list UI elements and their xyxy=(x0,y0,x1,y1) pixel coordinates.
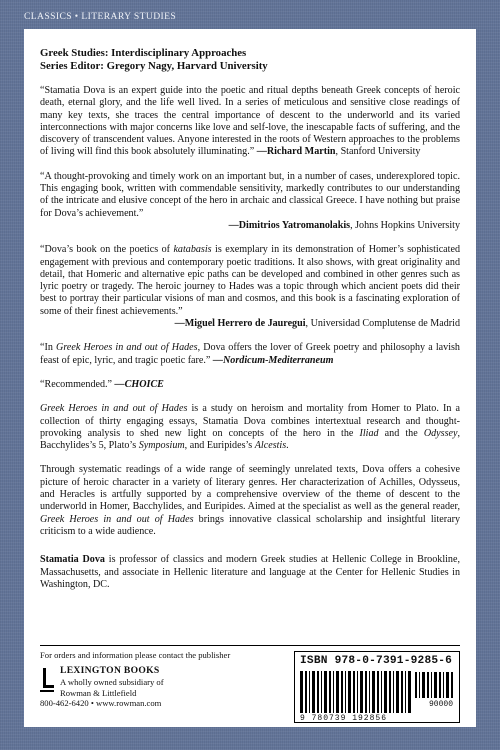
series-title: Greek Studies: Interdisciplinary Approaches xyxy=(40,47,247,59)
description-text: . xyxy=(286,440,289,452)
blurb-text: , Dova offers the lover of Greek poetry and philosophy a lavish feast of epic, lyric, and tragic poetic fare.” xyxy=(40,342,460,366)
description-text: , Bacchylides’s 5, Plato’s xyxy=(40,427,460,452)
publisher-line-1: A wholly owned subsidiary of xyxy=(60,677,164,687)
price-code: 90000 xyxy=(428,700,453,709)
barcode-bar xyxy=(321,671,322,713)
barcode-bar xyxy=(300,671,303,713)
barcode-bar xyxy=(381,671,382,713)
publisher-line-2: Rowman & Littlefield xyxy=(60,687,137,698)
orders-note: For orders and information please contact the publisher xyxy=(40,650,231,660)
description-text: , and Euripides’s xyxy=(184,440,255,452)
author-bio xyxy=(40,554,460,591)
work-title: Odyssey xyxy=(423,427,458,439)
blurb-author: —Richard Martin xyxy=(256,146,336,158)
description-text: Through systematic readings of a wide range of seemingly unrelated texts, Dova offers a cohesive picture of heroic character in a variety of literary genres. Her characterization of Achilles, Odysseus, and Heracles is artfully supported by a comprehensive overview of the theme of descent to the underworld in Homer, Bacchylides, and Euripides. Aimed at the specialist as well as the general reader, xyxy=(40,464,460,513)
blurb-text: “A thought-provoking and timely work on an important but, in a number of cases, underexplored topic. This engaging book, written with commendable sensitivity, markedly contributes to our understanding of the intricate and elusive concept of the hero in archaic and classical Greece. I have nothing but praise for Dova’s achievement.” xyxy=(40,170,460,219)
blurb-author: —Miguel Herrero de Jauregui xyxy=(174,318,306,330)
barcode-bar xyxy=(405,671,406,713)
description-text: is a study on heroism and mortality from Homer to Plato. In a collection of thirty engaging essays, Stamatia Dova combines intertextual research and thought-provoking analysis to shed new light on concepts of the hero in the xyxy=(40,403,460,439)
barcode-bar xyxy=(333,671,334,713)
barcode-bar xyxy=(312,671,315,713)
category-label: CLASSICS • LITERARY STUDIES xyxy=(24,11,177,22)
book-title: Greek Heroes in and out of Hades xyxy=(56,342,198,354)
publisher-contact: 800-462-6420 • www.rowman.com xyxy=(40,698,162,708)
description-paragraph-2 xyxy=(40,464,460,538)
barcode-bar xyxy=(419,672,420,698)
barcode-bar xyxy=(369,671,370,713)
blurb-affiliation: , Johns Hopkins University xyxy=(350,219,460,231)
blurb-source: —CHOICE xyxy=(112,378,164,390)
barcode-bar xyxy=(431,672,432,698)
barcode-bar xyxy=(422,672,425,698)
description-text: and the xyxy=(378,427,424,439)
lexington-books-logo-icon xyxy=(40,668,54,694)
barcode-bar xyxy=(365,671,367,713)
blurb-text: “In xyxy=(40,342,57,354)
barcode-bar xyxy=(408,671,411,713)
blurb-choice xyxy=(40,379,460,391)
barcode-bar xyxy=(305,671,307,713)
blurb-text: “Recommended.” xyxy=(40,378,113,390)
blurb-term: katabasis xyxy=(173,244,212,256)
blurb-attribution xyxy=(40,318,460,330)
barcode-bar xyxy=(309,671,310,713)
footer-divider xyxy=(40,645,460,646)
blurb-affiliation: , Stanford University xyxy=(335,146,421,158)
isbn-barcode xyxy=(294,651,460,723)
barcode-bar xyxy=(396,671,399,713)
blurb-herrero xyxy=(40,244,460,330)
barcode-bar xyxy=(443,672,444,698)
publisher-footer xyxy=(40,645,460,723)
series-info xyxy=(40,47,460,73)
blurb-attribution xyxy=(40,220,460,232)
author-bio-text: is professor of classics and modern Greek studies at Hellenic College in Brookline, Massachusetts, and associate in Hellenic literature and language at the Center for Hellenic Studies in Washington, DC. xyxy=(40,554,460,590)
blurb-martin xyxy=(40,85,460,159)
description-text: brings innovative classical scholarship and insightful literary criticism to a wide audience. xyxy=(40,513,460,537)
barcode-bar xyxy=(329,671,331,713)
addon-barcode-bars xyxy=(415,672,453,698)
series-editor: Series Editor: Gregory Nagy, Harvard University xyxy=(40,60,268,72)
barcode-bar xyxy=(324,671,327,713)
barcode-bar xyxy=(336,671,339,713)
work-title: Symposium xyxy=(138,440,185,452)
barcode-bar xyxy=(439,672,441,698)
isbn-number: ISBN 978-0-7391-9285-6 xyxy=(300,655,453,667)
barcode-bar xyxy=(427,672,429,698)
barcode-bar xyxy=(401,671,403,713)
barcode-digits: 9 780739 192856 xyxy=(300,714,388,723)
barcode-bar xyxy=(372,671,375,713)
barcode-bar xyxy=(360,671,363,713)
barcode-bar xyxy=(451,672,453,698)
blurb-source: —Nordicum-Mediterraneum xyxy=(210,354,334,366)
barcode-bar xyxy=(345,671,346,713)
book-title: Greek Heroes in and out of Hades xyxy=(40,403,188,415)
blurb-yatromanolakis xyxy=(40,171,460,232)
blurb-author: —Dimitrios Yatromanolakis xyxy=(228,219,351,231)
barcode-bar xyxy=(434,672,437,698)
book-title: Greek Heroes in and out of Hades xyxy=(40,513,194,525)
blurb-nordicum xyxy=(40,342,460,367)
barcode-bar xyxy=(317,671,319,713)
barcode-bar xyxy=(415,672,417,698)
back-cover-panel xyxy=(24,29,476,727)
blurb-affiliation: , Universidad Complutense de Madrid xyxy=(305,318,460,330)
work-title: Alcestis xyxy=(254,440,287,452)
barcode-bar xyxy=(341,671,343,713)
barcode-bar xyxy=(348,671,351,713)
blurb-text: “Stamatia Dova is an expert guide into the poetic and ritual depths beneath Greek concepts of heroic death, eternal glory, and the life well lived. In a series of meticulous and sensitive close readings of many key texts, she traces the central importance of descent to the underworld and its varied interconnections with major concerns like love and self-love, the inescapable facts of suffering, and the discovery of transcendent values. Anyone interested in the roots of Western approaches to the problems of living will find this book absolutely illuminating.” xyxy=(40,85,460,158)
blurb-text: “Dova’s book on the poetics of xyxy=(40,244,174,256)
barcode-bar xyxy=(377,671,379,713)
barcode-bar xyxy=(384,671,387,713)
description-paragraph-1 xyxy=(40,403,460,452)
barcode-bars xyxy=(300,671,412,713)
work-title: Iliad xyxy=(359,427,379,439)
publisher-name: LEXINGTON BOOKS xyxy=(60,665,160,676)
barcode-bar xyxy=(357,671,358,713)
author-name: Stamatia Dova xyxy=(40,554,105,566)
barcode-bar xyxy=(393,671,394,713)
barcode-bar xyxy=(353,671,355,713)
barcode-bar xyxy=(446,672,449,698)
barcode-bar xyxy=(389,671,391,713)
blurb-text: is exemplary in its demonstration of Homer’s sophisticated engagement with previous and contemporary poetic traditions. It also shows, with great originality and detail, that Homeric and alternative epic paths can be developed and combined in other genres such as lyric poetry or tragedy. The heroic journey to Hades was a topic through which ancient poets did their best to portray their particular visions of man and cosmos, and this book is a fascinating exploration of some of their finest achievements.” xyxy=(40,244,460,317)
